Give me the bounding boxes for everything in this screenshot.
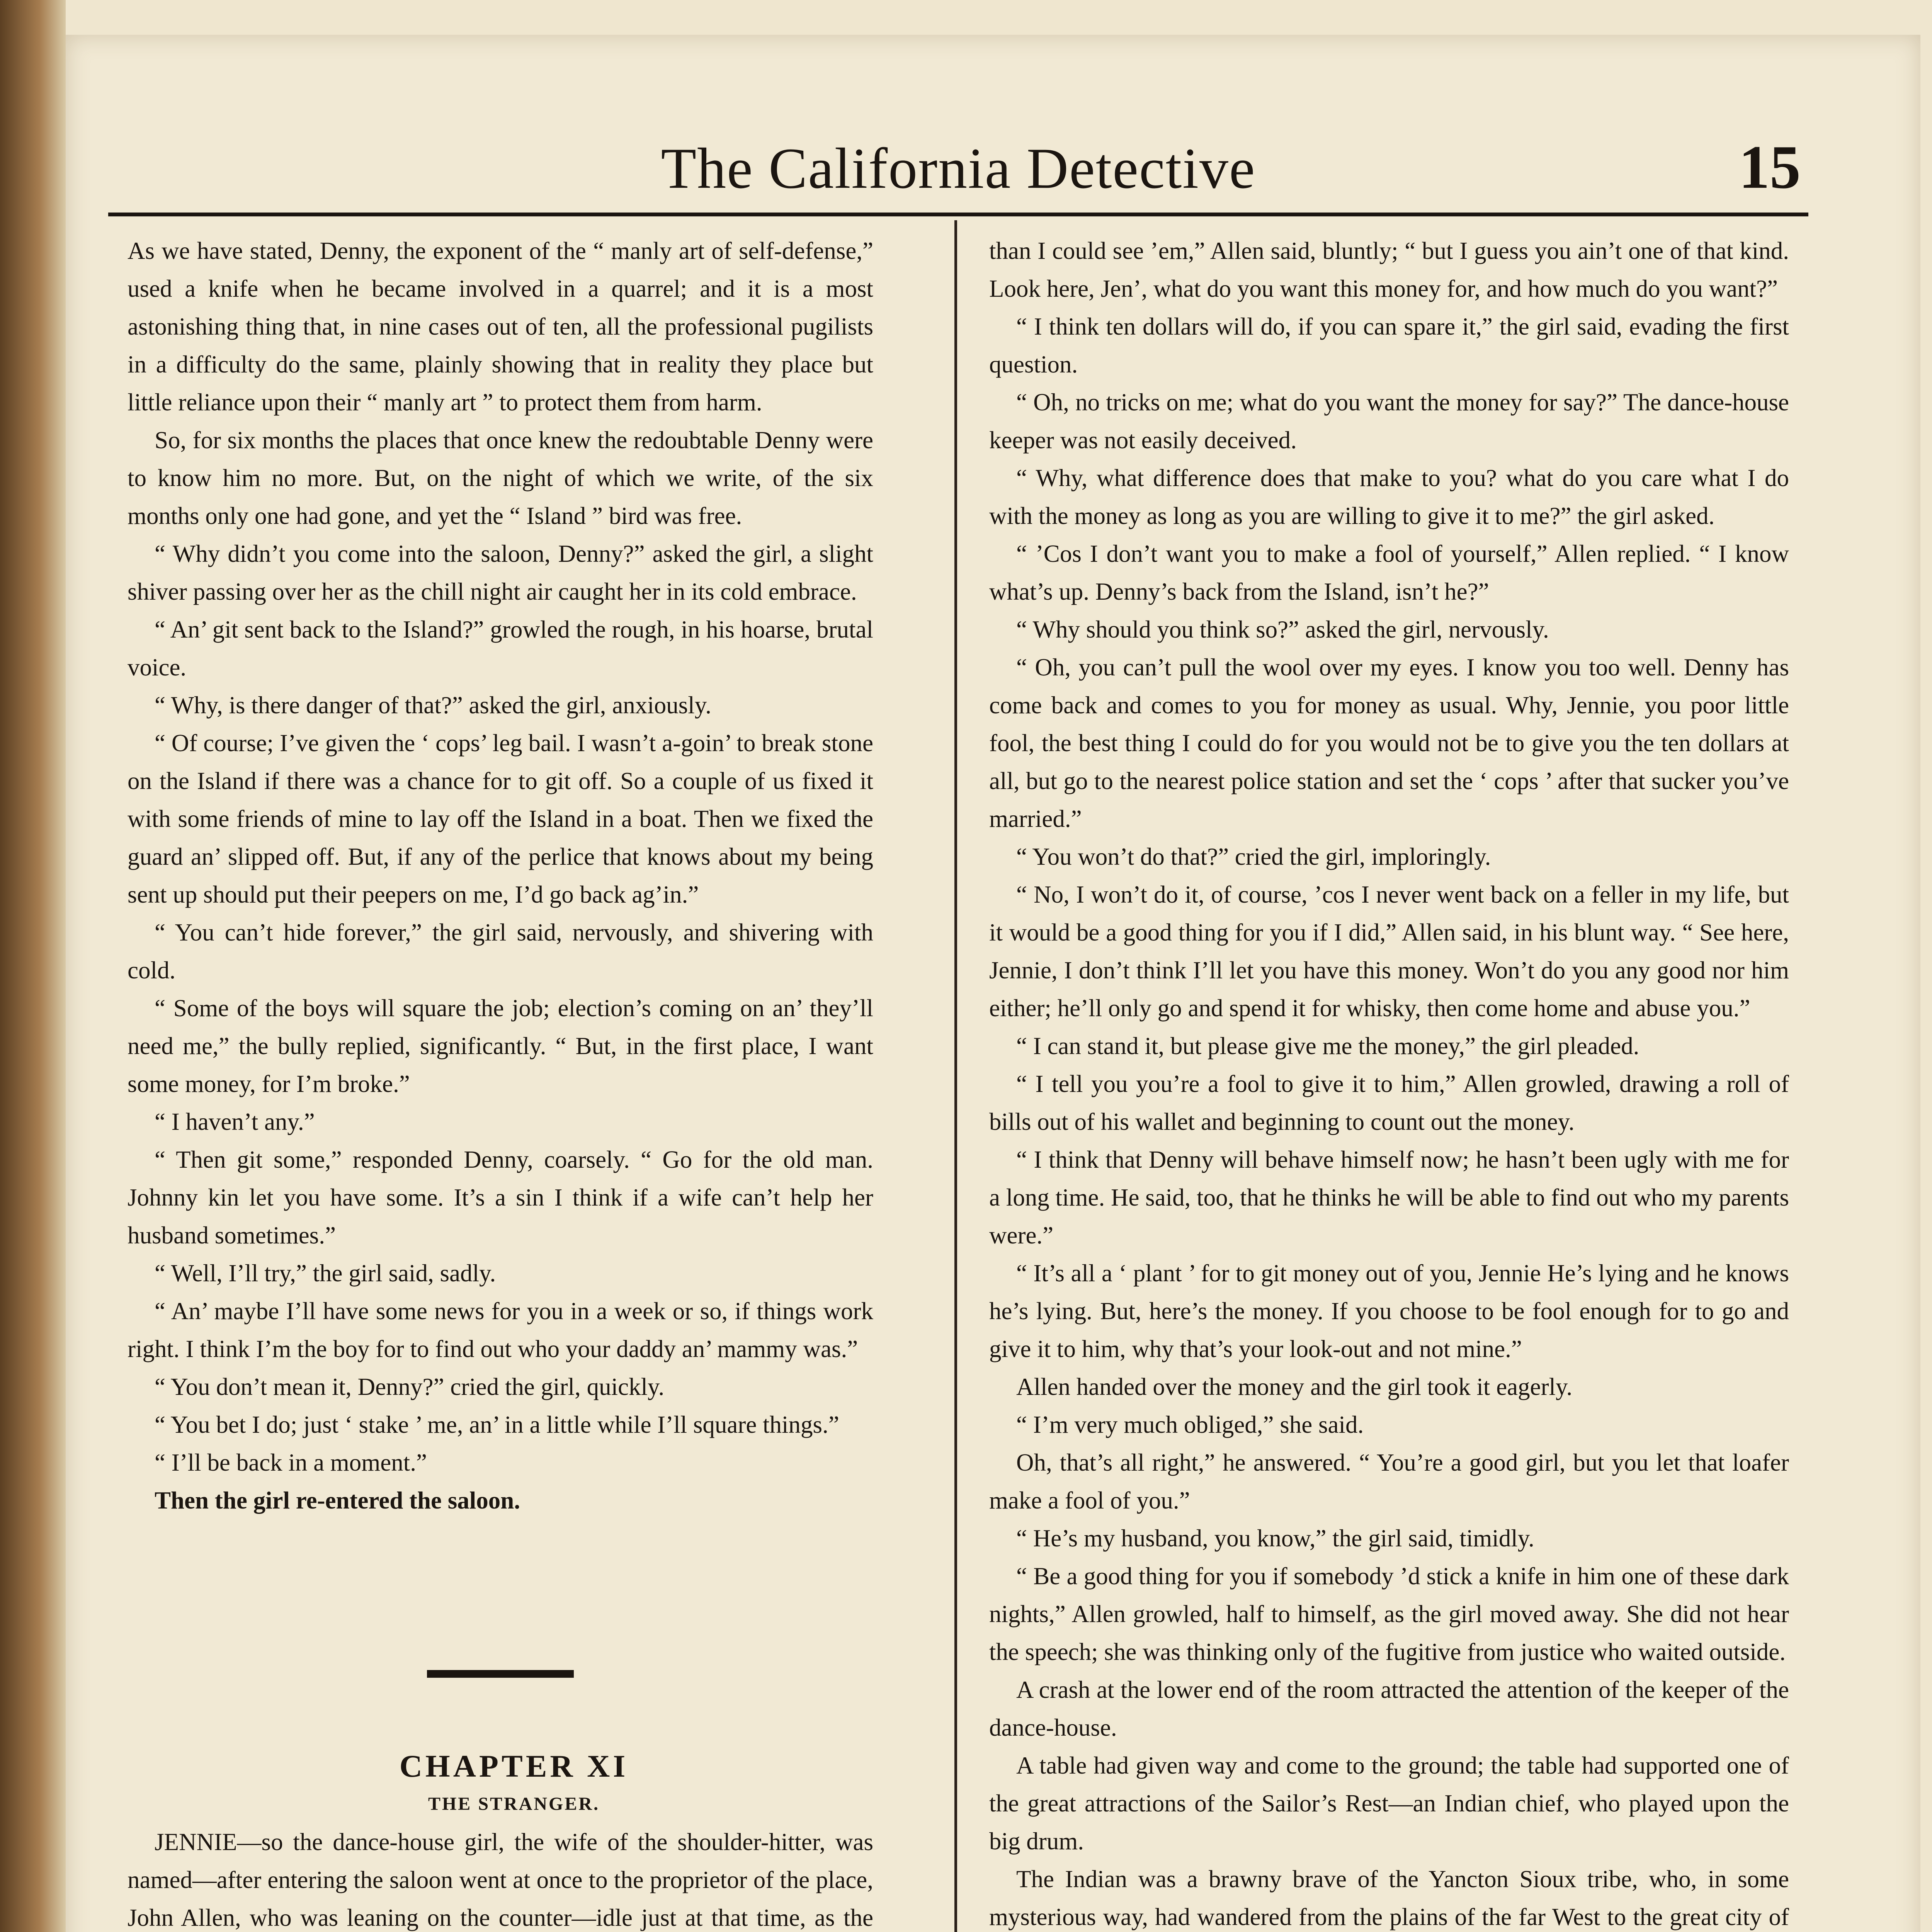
paragraph: JENNIE—so the dance-house girl, the wife of the shoulder-hitter, was named—after entering the saloon went at once to the proprietor of the place, John Allen, who was leaning on the counter—idle just at that time, as the [128, 1828, 873, 1931]
right-column [989, 232, 1789, 1932]
paragraph: “ An’ git sent back to the Island?” growled the rough, in his hoarse, brutal voice. [128, 616, 873, 681]
paragraph: “ Oh, you can’t pull the wool over my eyes. I know you too well. Denny has come back and comes to you for money as usual. Why, Jennie, you poor little fool, the best thing I could do for you would not be to give you the ten dollars at all, but go to the nearest police station and set the ‘ cops ’ after that sucker you’ve married.” [989, 654, 1789, 832]
paragraph: “ You bet I do; just ‘ stake ’ me, an’ in a little while I’ll square things.” [155, 1411, 839, 1438]
paragraph: than I could see ’em,” Allen said, bluntly; “ but I guess you ain’t one of that kind. Look here, Jen’, what do you want this money for, and how much do you want?” [989, 237, 1789, 302]
paragraph: A crash at the lower end of the room attracted the attention of the keeper of the dance-house. [989, 1676, 1789, 1741]
paragraph: “ I can stand it, but please give me the money,” the girl pleaded. [1016, 1032, 1639, 1060]
chapter-subtitle: THE STRANGER. [428, 1794, 600, 1814]
page-title: The California Detective [661, 136, 1256, 201]
paragraph: “ ’Cos I don’t want you to make a fool of yourself,” Allen replied. “ I know what’s up. Denny’s back from the Island, isn’t he?” [989, 540, 1789, 605]
paragraph: A table had given way and come to the ground; the table had supported one of the great attractions of the Sailor’s Rest—an Indian chief, who played upon the big drum. [989, 1752, 1789, 1855]
paragraph: “ I tell you you’re a fool to give it to him,” Allen growled, drawing a roll of bills out of his wallet and beginning to count out the money. [989, 1070, 1789, 1135]
paragraph: “ I’m very much obliged,” she said. [1016, 1411, 1364, 1438]
paragraph: “ You won’t do that?” cried the girl, imploringly. [1016, 843, 1491, 870]
page-header [108, 112, 1808, 216]
paragraph: “ I think ten dollars will do, if you can spare it,” the girl said, evading the first question. [989, 313, 1789, 378]
paragraph: “ He’s my husband, you know,” the girl said, timidly. [1016, 1525, 1534, 1552]
page-number: 15 [1739, 133, 1801, 201]
paragraph: “ Why didn’t you come into the saloon, Denny?” asked the girl, a slight shiver passing over her as the chill night air caught her in its cold embrace. [128, 540, 873, 605]
paragraph: Then the girl re-entered the saloon. [155, 1487, 520, 1514]
paragraph: “ Be a good thing for you if somebody ’d stick a knife in him one of these dark nights,” Allen growled, half to himself, as the girl moved away. She did not hear the speech; she was thinking only of the fugitive from justice who waited outside. [989, 1563, 1789, 1665]
paragraph: “ I haven’t any.” [155, 1108, 315, 1135]
paragraph: “ I think that Denny will behave himself now; he hasn’t been ugly with me for a long time. He said, too, that he thinks he will be able to find out who my parents were.” [989, 1146, 1789, 1249]
paragraph: “ An’ maybe I’ll have some news for you in a week or so, if things work right. I think I’m the boy for to find out who your daddy an’ mammy was.” [128, 1298, 873, 1362]
paragraph: “ Of course; I’ve given the ‘ cops’ leg bail. I wasn’t a-goin’ to break stone on the Island if there was a chance for to git off. So a couple of us fixed it with some friends of mine to lay off the Island in a boat. Then we fixed the guard an’ slipped off. But, if any of the perlice that knows about my being sent up should put their peepers on me, I’d go back ag’in.” [128, 730, 873, 908]
paragraph: “ Then git some,” responded Denny, coarsely. “ Go for the old man. Johnny kin let you have some. It’s a sin I think if a wife can’t help her husband sometimes.” [128, 1146, 873, 1249]
left-column [128, 232, 873, 1932]
paragraph: As we have stated, Denny, the exponent of the “ manly art of self-defense,” used a knife when he became involved in a quarrel; and it is a most astonishing thing that, in nine cases out of ten, all the professional pugilists in a difficulty do the same, plainly showing that in reality they place but little reliance upon their “ manly art ” to protect them from harm. [128, 237, 873, 416]
paragraph: Allen handed over the money and the girl took it eagerly. [1016, 1373, 1573, 1400]
paragraph: So, for six months the places that once knew the redoubtable Denny were to know him no more. But, on the night of which we write, of the six months only one had gone, and yet the “ Island ” bird was free. [128, 427, 873, 529]
paragraph: “ Why should you think so?” asked the girl, nervously. [1016, 616, 1549, 643]
paragraph: “ Why, is there danger of that?” asked the girl, anxiously. [155, 692, 711, 719]
paragraph: “ Why, what difference does that make to you? what do you care what I do with the money as long as you are willing to give it to me?” the girl asked. [989, 464, 1789, 529]
paragraph: “ Oh, no tricks on me; what do you want the money for say?” The dance-house keeper was not easily deceived. [989, 389, 1789, 454]
paragraph: “ You can’t hide forever,” the girl said, nervously, and shivering with cold. [128, 919, 873, 984]
chapter-divider-rule [427, 1670, 574, 1678]
paragraph: “ It’s all a ‘ plant ’ for to git money out of you, Jennie He’s lying and he knows he’s lying. But, here’s the money. If you choose to be fool enough for to go and give it to him, why that’s your look-out and not mine.” [989, 1260, 1789, 1362]
paragraph: “ Well, I’ll try,” the girl said, sadly. [155, 1260, 496, 1287]
paragraph: “ You don’t mean it, Denny?” cried the girl, quickly. [155, 1373, 665, 1400]
paragraph: The Indian was a brawny brave of the Yancton Sioux tribe, who, in some mysterious way, had wandered from the plains of the far West to the great city of [989, 1866, 1789, 1930]
paragraph: Oh, that’s all right,” he answered. “ You’re a good girl, but you let that loafer make a fool of you.” [989, 1449, 1789, 1514]
paragraph: “ No, I won’t do it, of course, ’cos I never went back on a feller in my life, but it would be a good thing for you if I did,” Allen said, in his blunt way. “ See here, Jennie, I don’t think I’ll let you have this money. Won’t do you any good nor him either; he’ll only go and spend it for whisky, then come home and abuse you.” [989, 881, 1789, 1022]
page-binding-edge [0, 0, 66, 1932]
column-divider [954, 220, 957, 1932]
chapter-title: CHAPTER XI [399, 1748, 629, 1784]
paragraph: “ I’ll be back in a moment.” [155, 1449, 427, 1476]
paragraph: “ Some of the boys will square the job; election’s coming on an’ they’ll need me,” the bully replied, significantly. “ But, in the first place, I want some money, for I’m broke.” [128, 995, 873, 1097]
